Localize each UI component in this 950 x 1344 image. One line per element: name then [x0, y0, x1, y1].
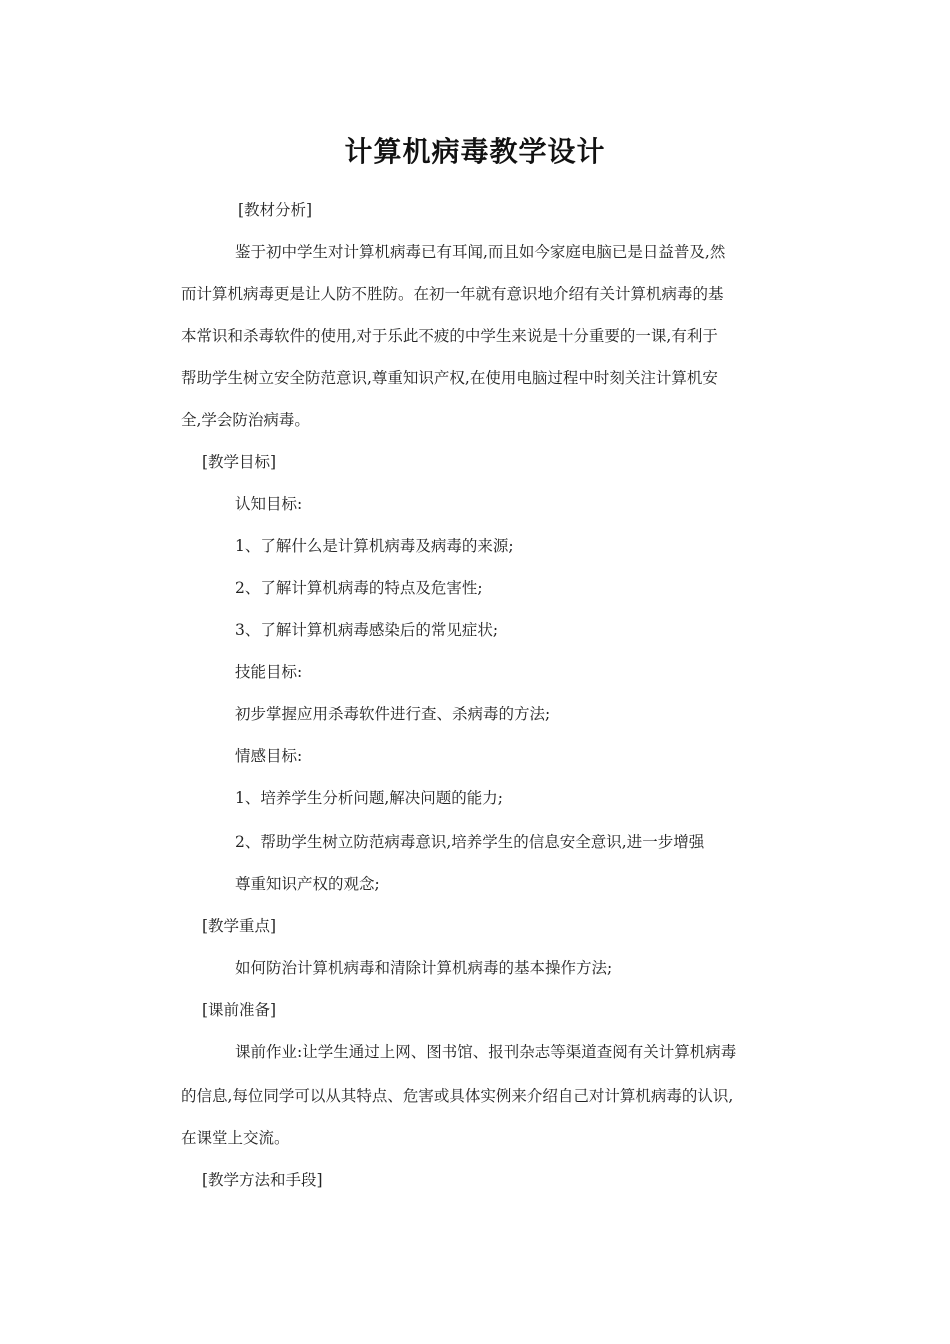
list-item: 初步掌握应用杀毒软件进行查、杀病毒的方法;: [235, 705, 551, 723]
list-item: 1、培养学生分析问题,解决问题的能力;: [235, 789, 504, 807]
list-item: 1、了解什么是计算机病毒及病毒的来源;: [235, 537, 514, 555]
paragraph-line: 课前作业:让学生通过上网、图书馆、报刊杂志等渠道查阅有关计算机病毒: [235, 1043, 737, 1061]
subheading-cognitive: 认知目标:: [235, 495, 303, 513]
document-title: 计算机病毒教学设计: [344, 135, 606, 168]
paragraph-line: 在课堂上交流。: [181, 1129, 290, 1147]
paragraph-line: 全,学会防治病毒。: [181, 411, 310, 429]
section-heading-focus: [教学重点]: [202, 917, 277, 935]
paragraph-line: 的信息,每位同学可以从其特点、危害或具体实例来介绍自己对计算机病毒的认识,: [181, 1087, 734, 1105]
list-item: 3、了解计算机病毒感染后的常见症状;: [235, 621, 499, 639]
section-heading-prep: [课前准备]: [202, 1001, 277, 1019]
subheading-skill: 技能目标:: [235, 663, 303, 681]
section-heading-material: [教材分析]: [238, 201, 313, 219]
paragraph-line: 而计算机病毒更是让人防不胜防。在初一年就有意识地介绍有关计算机病毒的基: [181, 285, 724, 303]
paragraph-line: 如何防治计算机病毒和清除计算机病毒的基本操作方法;: [235, 959, 613, 977]
subheading-emotion: 情感目标:: [235, 747, 303, 765]
list-item: 2、了解计算机病毒的特点及危害性;: [235, 579, 483, 597]
section-heading-goals: [教学目标]: [202, 453, 277, 471]
paragraph-line: 鉴于初中学生对计算机病毒已有耳闻,而且如今家庭电脑已是日益普及,然: [235, 243, 726, 261]
list-item: 2、帮助学生树立防范病毒意识,培养学生的信息安全意识,进一步增强: [235, 833, 705, 851]
paragraph-line: 帮助学生树立安全防范意识,尊重知识产权,在使用电脑过程中时刻关注计算机安: [181, 369, 718, 387]
section-heading-method: [教学方法和手段]: [202, 1171, 323, 1189]
list-item: 尊重知识产权的观念;: [235, 875, 380, 893]
paragraph-line: 本常识和杀毒软件的使用,对于乐此不疲的中学生来说是十分重要的一课,有利于: [181, 327, 718, 345]
